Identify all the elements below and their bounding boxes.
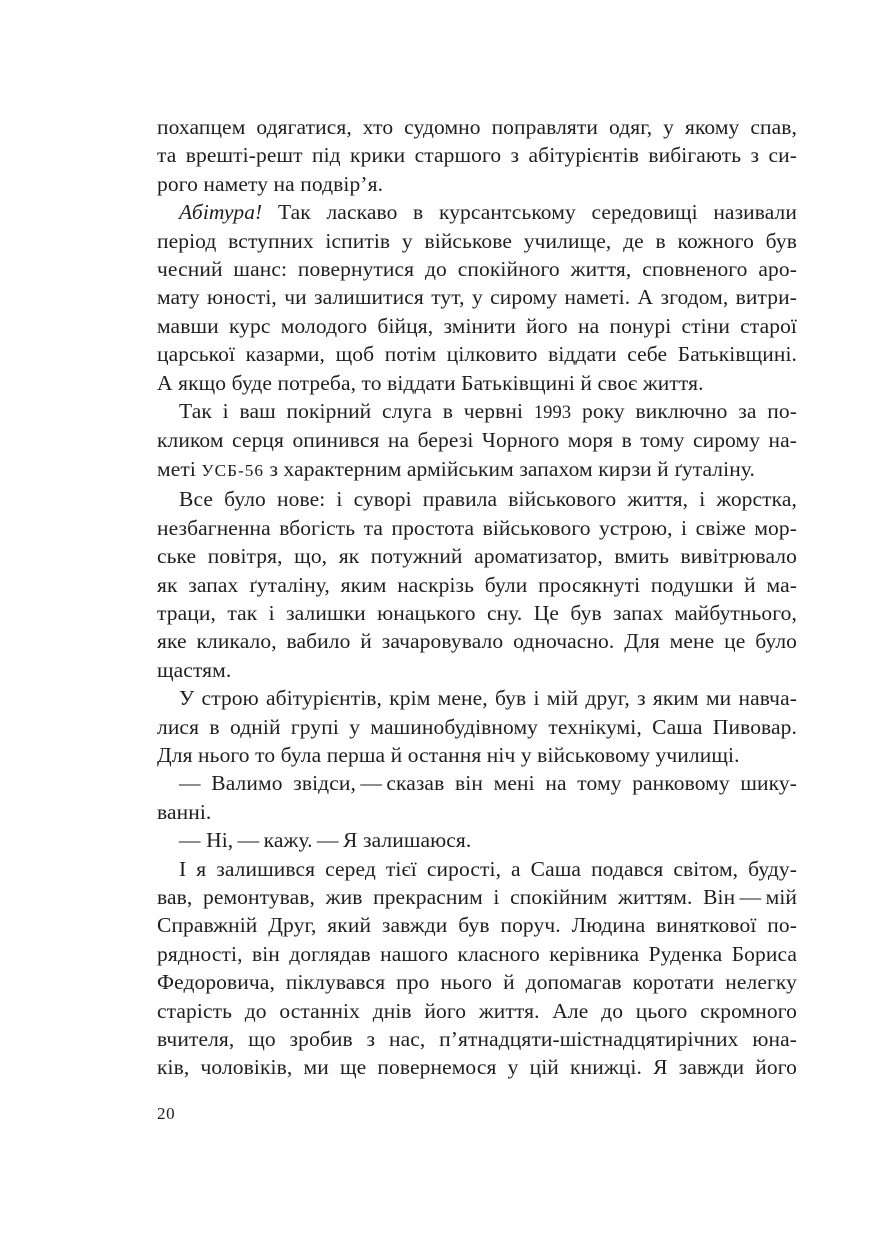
text-line (157, 255, 797, 283)
page-number: 20 (157, 1104, 176, 1123)
text-segment: Федоровича, піклувався про нього й допомагав коротати нелегку (157, 970, 797, 995)
text-line (157, 656, 797, 684)
text-segment: та врешті-решт під крики старшого з абітурієнтів вибігають з си- (157, 143, 797, 168)
text-segment: чесний шанс: повернутися до спокійного життя, сповненого аро- (157, 257, 797, 282)
text-segment: Так ласкаво в курсантському середовищі називали (262, 200, 797, 225)
text-line (157, 426, 797, 454)
text-segment: царської казарми, щоб потім цілковито віддати себе Батьківщині. (157, 342, 797, 367)
text-line (157, 713, 797, 741)
text-line (157, 968, 797, 996)
text-line (157, 826, 797, 854)
text-line (157, 769, 797, 797)
text-segment: У строю абітурієнтів, крім мене, був і мій друг, з яким ми навча- (179, 686, 797, 711)
text-line (157, 940, 797, 968)
text-line (157, 542, 797, 570)
text-line (157, 571, 797, 599)
text-segment: старість до останніх днів його життя. Але до цього скромного (157, 998, 797, 1023)
text-line (157, 798, 797, 826)
page-text-block (157, 113, 797, 1082)
text-line (157, 883, 797, 911)
text-segment: Справжній Друг, який завжди був поруч. Людина виняткової по- (157, 913, 797, 938)
text-segment: мавши курс молодого бійця, змінити його на понурі стіни старої (157, 313, 797, 338)
text-segment: Для нього то була перша й остання ніч у військовому училищі. (157, 742, 740, 767)
text-line (157, 141, 797, 169)
text-segment: рядності, він доглядав нашого класного керівника Руденка Бориса (157, 941, 797, 966)
text-line (157, 599, 797, 627)
text-line (157, 283, 797, 311)
text-segment: період вступних іспитів у військове училище, де в кожного був (157, 228, 797, 253)
text-segment: ванні. (157, 799, 212, 824)
text-segment: кликом серця опинився на березі Чорного моря в тому сирому на- (157, 428, 797, 453)
text-segment: похапцем одягатися, хто судомно поправляти одяг, у якому спав, (157, 115, 797, 139)
text-line (157, 911, 797, 939)
text-line (157, 1025, 797, 1053)
text-segment: мату юності, чи залишитися тут, у сирому наметі. А згодом, витри- (157, 285, 797, 310)
text-segment: меті (157, 456, 202, 481)
text-segment: з характерним армійським запахом кирзи й ґуталіну. (264, 456, 755, 481)
italic-text-segment: Абітура! (179, 200, 263, 225)
text-segment: лися в одній групі у машинобудівному технікумі, Саша Пивовар. (157, 714, 797, 739)
text-segment: року виключно за по- (571, 399, 797, 424)
text-line (157, 514, 797, 542)
text-segment: незбагненна вбогість та простота військового устрою, і свіже мор- (157, 515, 797, 540)
text-line (157, 684, 797, 712)
text-line (157, 627, 797, 655)
text-line (157, 455, 797, 485)
text-line (157, 227, 797, 255)
text-segment: щастям. (157, 657, 232, 682)
text-line (157, 198, 797, 226)
text-line (157, 397, 797, 426)
text-line (157, 485, 797, 513)
text-line (157, 855, 797, 883)
text-line (157, 340, 797, 368)
text-segment: рого намету на подвір’я. (157, 171, 384, 196)
text-line (157, 170, 797, 198)
text-segment: ків, чоловіків, ми ще повернемося у цій книжці. Я завжди його (157, 1055, 797, 1080)
text-segment: І я залишився серед тієї сирості, а Саша подався світом, буду- (179, 856, 797, 881)
text-segment: яке кликало, вабило й зачаровувало одночасно. Для мене це було (157, 629, 797, 654)
text-segment: — Ні, — кажу. — Я залишаюся. (179, 828, 472, 853)
text-segment: вав, ремонтував, жив прекрасним і спокійним життям. Він — мій (157, 884, 797, 909)
text-segment: ське повітря, що, як потужний ароматизатор, вмить вивітрювало (157, 544, 797, 569)
text-segment: — Валимо звідси, — сказав він мені на тому ранковому шику- (179, 771, 797, 796)
text-segment: вчителя, що зробив з нас, п’ятнадцяти-шістнадцятирічних юна- (157, 1027, 797, 1051)
text-line (157, 113, 797, 141)
text-line (157, 997, 797, 1025)
text-segment: як запах ґуталіну, яким наскрізь були просякнуті подушки й ма- (157, 572, 797, 597)
text-line (157, 741, 797, 769)
text-segment: траци, так і залишки юнацького сну. Це був запах майбутнього, (157, 600, 797, 625)
text-line (157, 312, 797, 340)
text-segment: Так і ваш покірний слуга в червні (179, 399, 534, 424)
smallcaps-text-segment: УСБ-56 (201, 460, 265, 480)
text-line (157, 1053, 797, 1081)
text-segment: А якщо буде потреба, то віддати Батьківщині й своє життя. (157, 370, 704, 395)
oldstyle-figures-segment: 1993 (533, 402, 572, 423)
text-line (157, 369, 797, 397)
text-segment: Все було нове: і суворі правила військового життя, і жорстка, (179, 487, 797, 512)
